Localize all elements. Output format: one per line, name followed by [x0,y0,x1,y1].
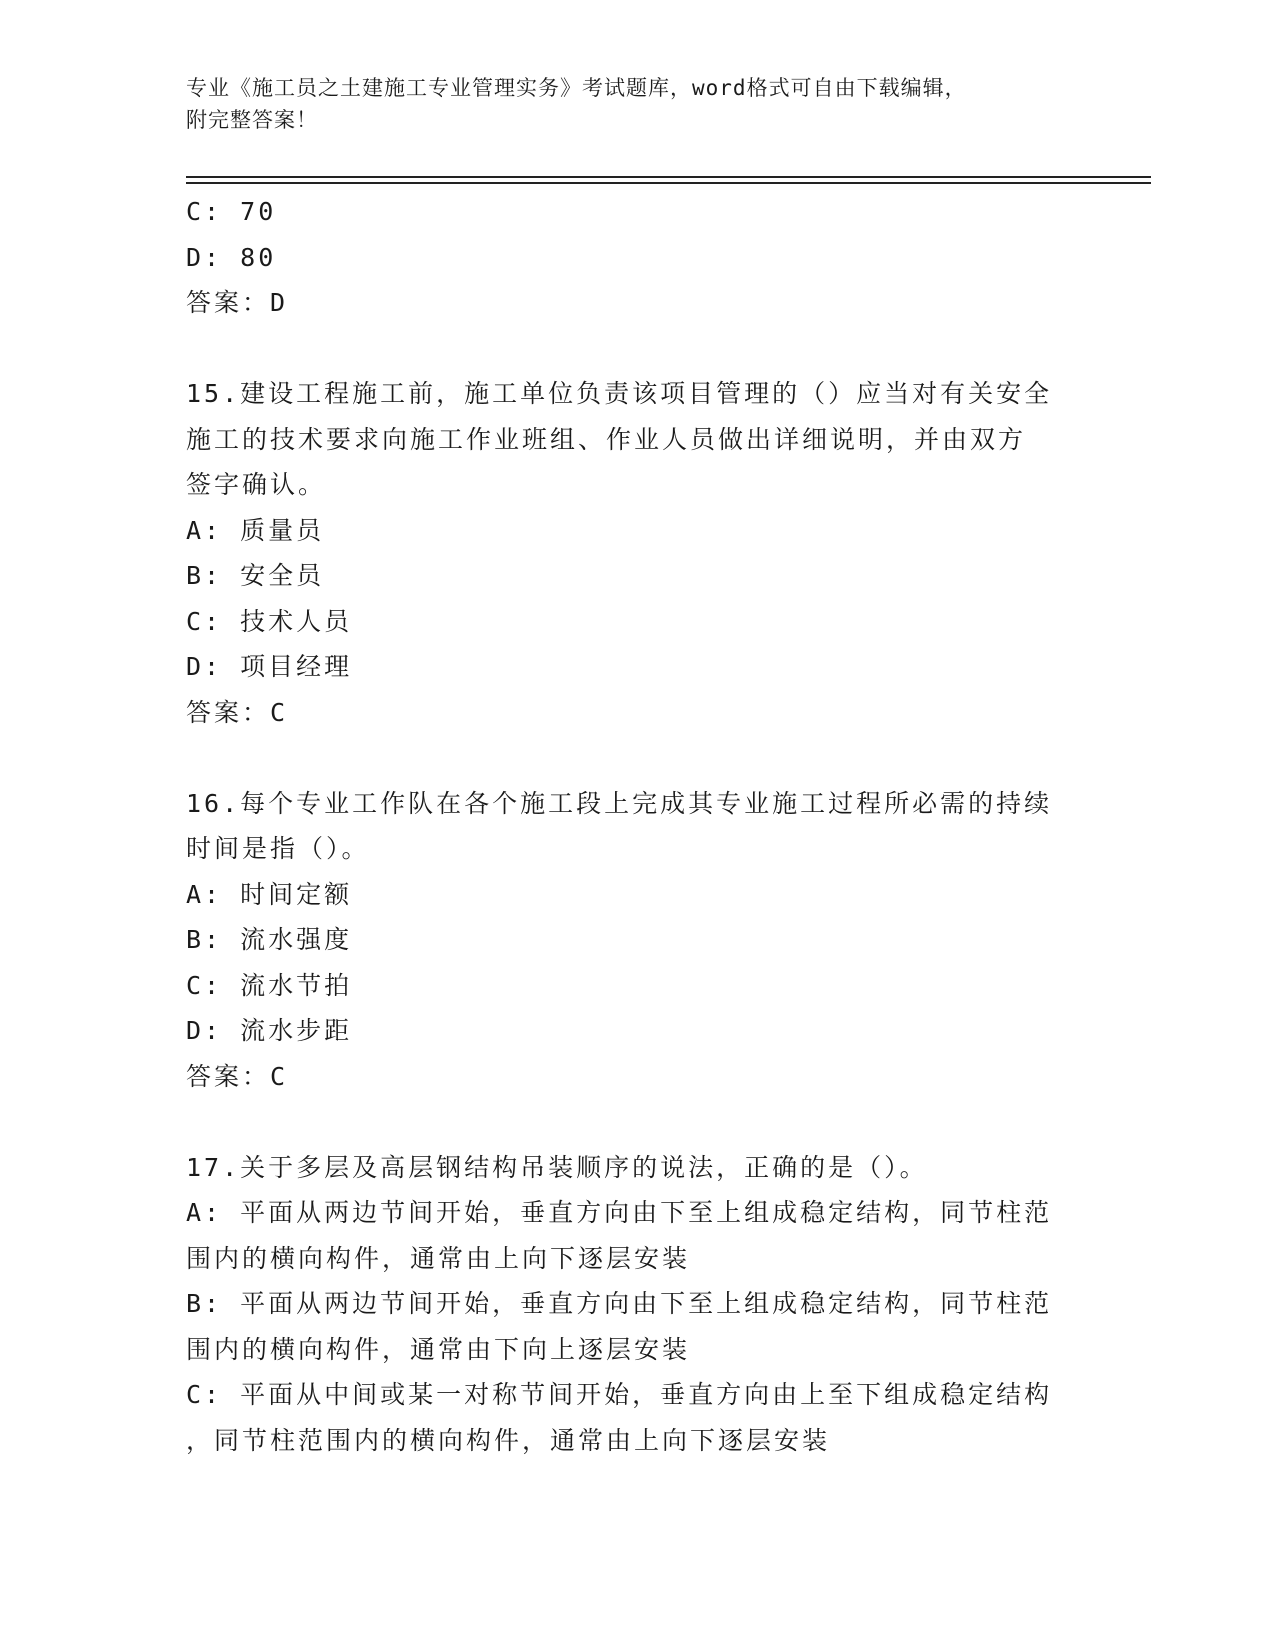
spacer [186,1099,1066,1145]
option-a-continued: 围内的横向构件，通常由上向下逐层安装 [186,1243,691,1273]
document-body [186,189,1066,1463]
option-a: A: 平面从两边节间开始，垂直方向由下至上组成稳定结构，同节柱范 [186,1198,1053,1227]
answer: 答案：C [186,1061,289,1091]
question-stem: 17.关于多层及高层钢结构吊装顺序的说法，正确的是（）。 [186,1152,928,1182]
document-header [186,72,1066,136]
question-stem: 签字确认。 [186,470,327,499]
question-16 [186,781,1066,1100]
question-stem: 16.每个专业工作队在各个施工段上完成其专业施工过程所必需的持续 [186,788,1053,818]
option-d: D: 80 [186,242,277,272]
header-line-1: 专业《施工员之土建施工专业管理实务》考试题库，word格式可自由下载编辑， [186,76,967,100]
option-a: A: 时间定额 [186,879,353,909]
option-c: C: 流水节拍 [186,970,353,1000]
spacer [186,735,1066,781]
option-c: C: 70 [186,197,277,226]
option-b: B: 流水强度 [186,925,353,954]
option-c: C: 平面从中间或某一对称节间开始，垂直方向由上至下组成稳定结构 [186,1380,1053,1409]
question-stem: 15.建设工程施工前，施工单位负责该项目管理的（）应当对有关安全 [186,379,1053,408]
option-d: D: 流水步距 [186,1016,353,1045]
option-b: B: 安全员 [186,561,325,590]
option-d: D: 项目经理 [186,652,353,681]
question-stem: 时间是指（）。 [186,834,370,863]
header-rule-top [186,176,1151,178]
answer: 答案：C [186,697,289,727]
option-c-continued: ，同节柱范围内的横向构件，通常由上向下逐层安装 [186,1425,831,1455]
option-b-continued: 围内的横向构件，通常由下向上逐层安装 [186,1334,691,1364]
option-b: B: 平面从两边节间开始，垂直方向由下至上组成稳定结构，同节柱范 [186,1289,1053,1318]
spacer [186,326,1066,372]
question-14-tail [186,189,1066,326]
question-15 [186,371,1066,735]
question-stem: 施工的技术要求向施工作业班组、作业人员做出详细说明，并由双方 [186,424,1027,454]
header-rule-bottom [186,182,1151,184]
question-17 [186,1145,1066,1464]
option-c: C: 技术人员 [186,606,353,636]
answer: 答案：D [186,288,289,317]
header-line-2: 附完整答案！ [186,108,318,132]
option-a: A: 质量员 [186,515,325,545]
